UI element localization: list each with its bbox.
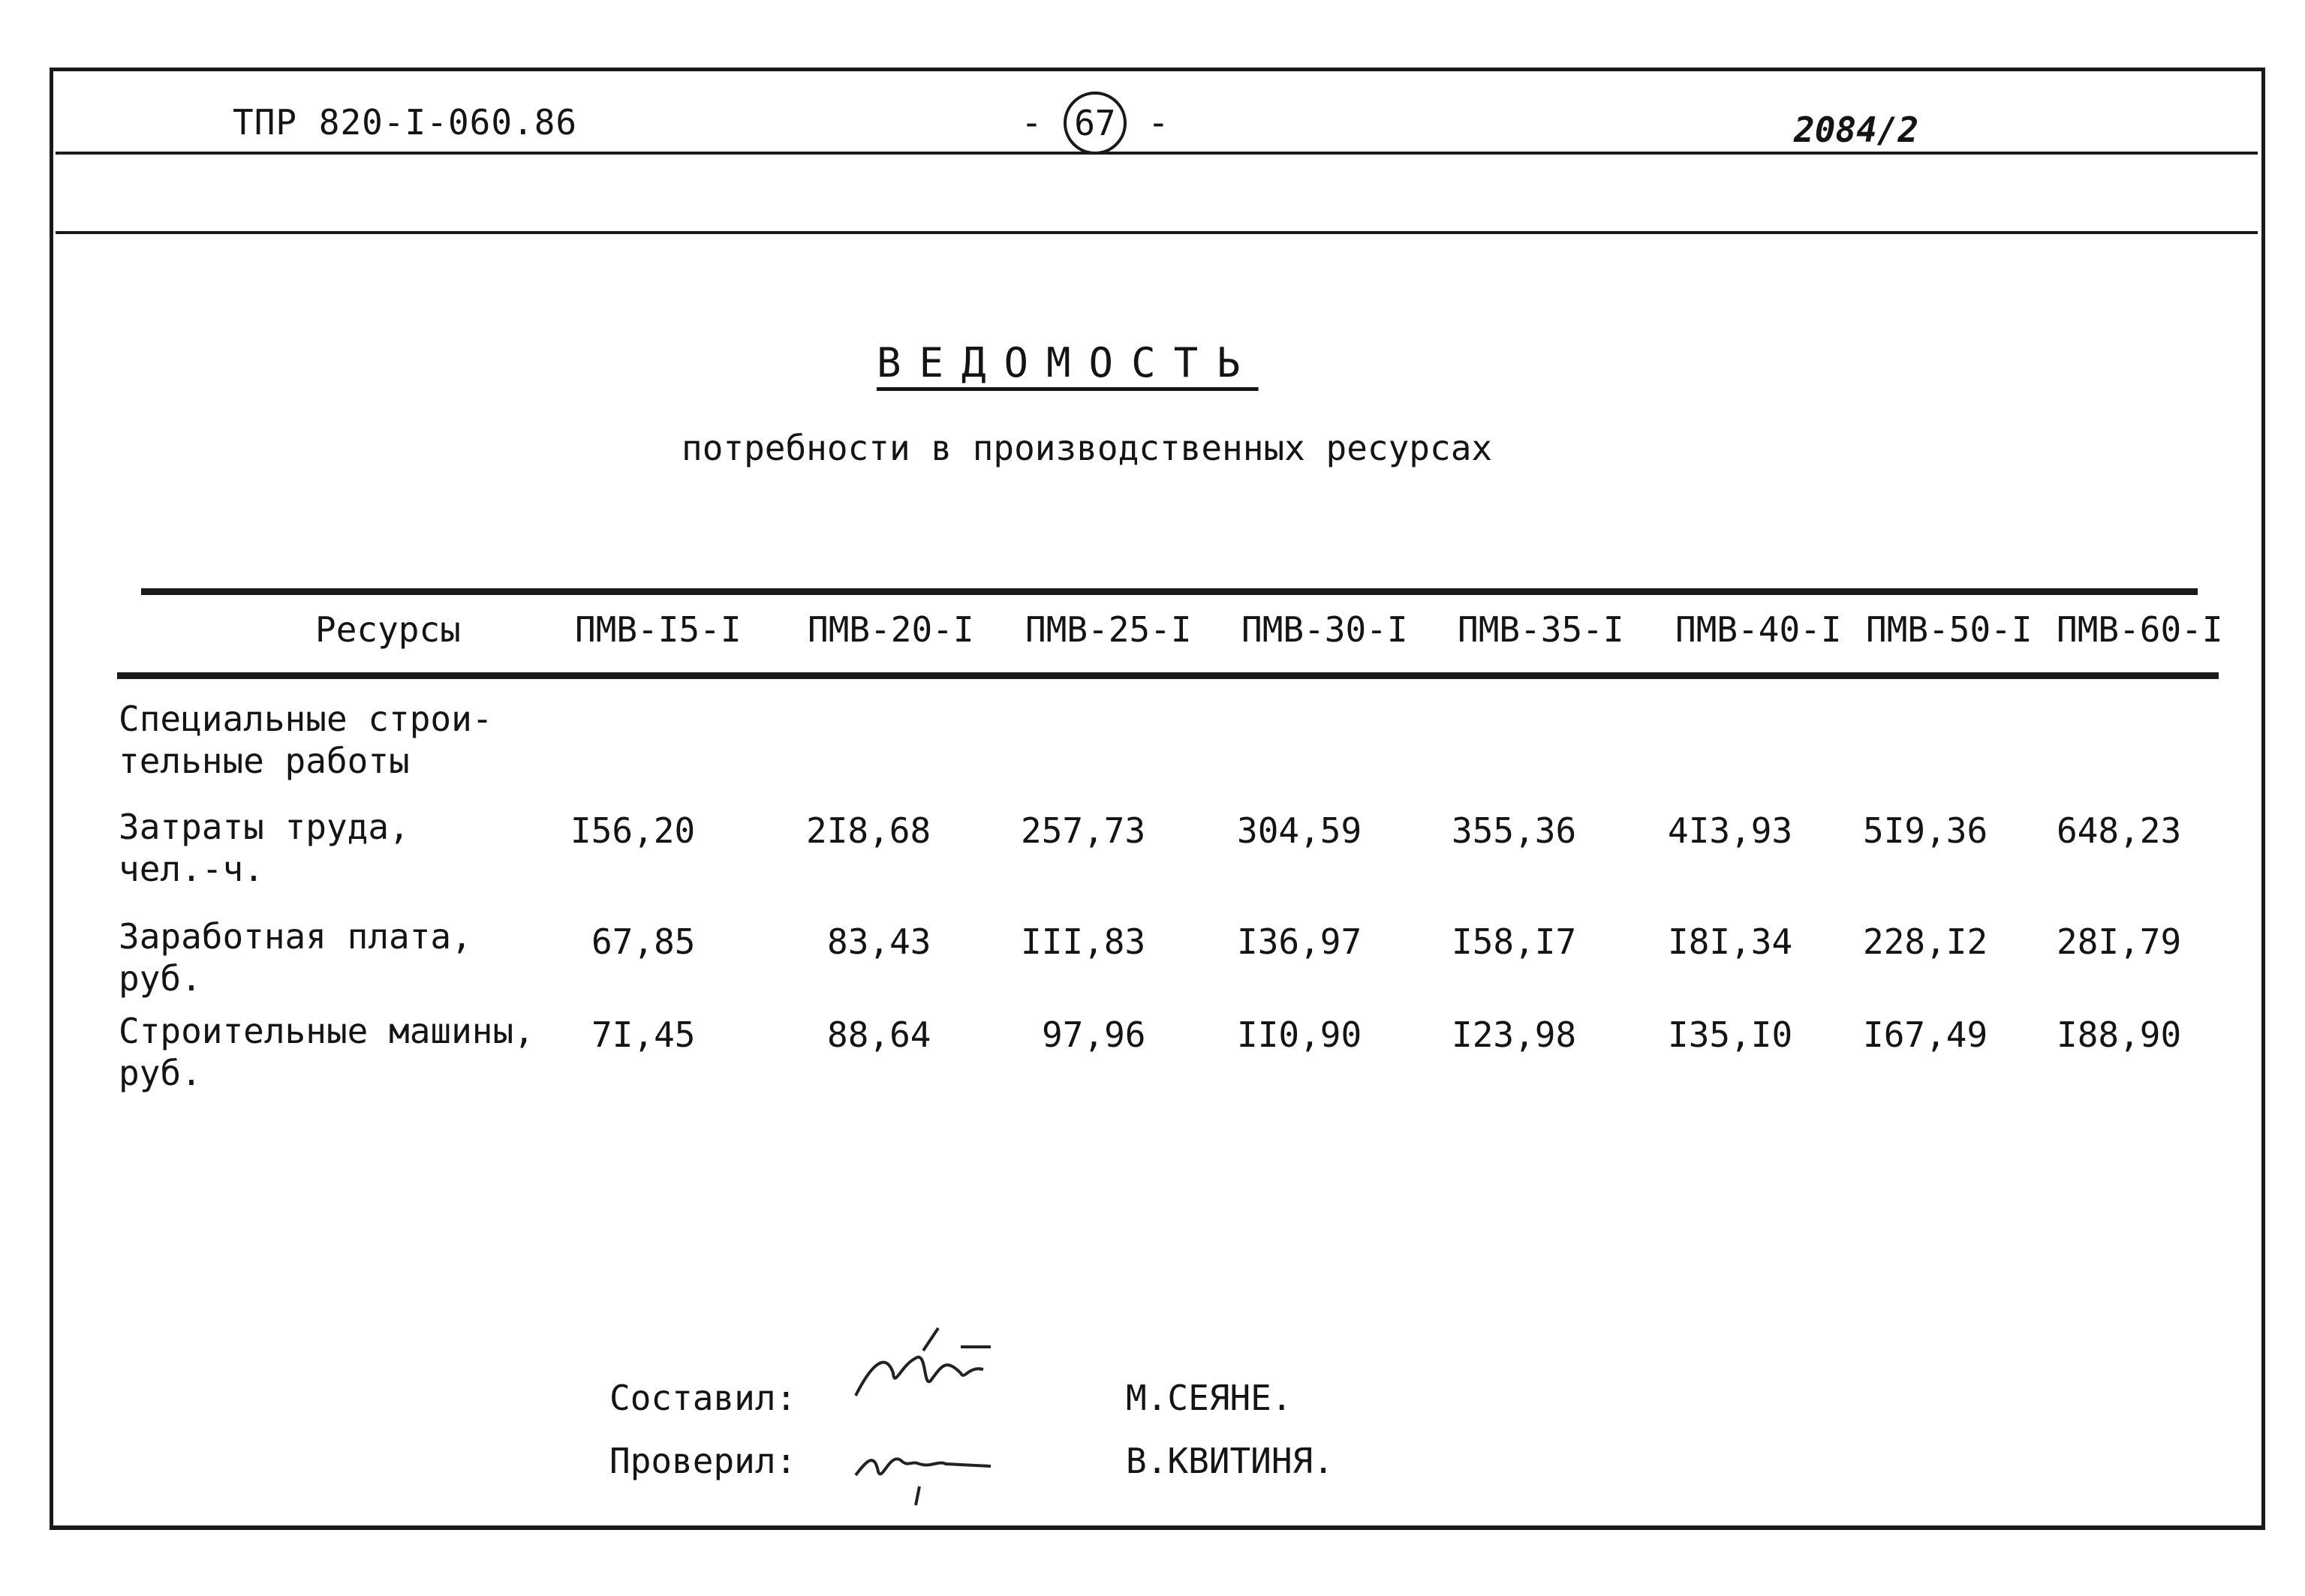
table-cell: 28I,79 [2057,921,2182,962]
table-header-rule [117,672,2219,679]
page-number-circle: 67 [1064,92,1127,155]
header-divider-bottom [56,231,2258,234]
checked-signature [848,1430,998,1513]
table-cell: III,83 [1021,921,1146,962]
column-header: ПМВ-40-I [1675,609,1842,650]
column-header: ПМВ-50-I [1866,609,2033,650]
table-cell: 7I,45 [591,1014,696,1055]
row-label-line: Строительные машины, [119,1011,534,1051]
row-label-line: Затраты труда, [119,807,410,847]
section-heading [119,698,493,782]
table-cell: 304,59 [1237,810,1362,851]
document-code: ТПР 820-I-060.86 [233,102,578,143]
table-cell: I23,98 [1452,1014,1577,1055]
checked-by-label: Проверил: [609,1441,797,1481]
table-cell: 5I9,36 [1863,810,1988,851]
column-header: ПМВ-20-I [808,609,974,650]
row-label [119,806,410,890]
table-cell: 2I8,68 [806,810,931,851]
sheet-number-underline [1786,152,1997,155]
table-cell: 67,85 [591,921,696,962]
table-cell: 228,I2 [1863,921,1988,962]
page-number [1021,92,1169,155]
resource-column-header: Ресурсы [315,609,461,650]
table-cell: 257,73 [1021,810,1146,851]
section-heading-line: тельные работы [119,741,410,781]
column-header: ПМВ-25-I [1025,609,1192,650]
document-subtitle: потребности в производственных ресурсах [682,428,1493,468]
row-label-line: Заработная плата, [119,916,472,957]
table-cell: I67,49 [1863,1014,1988,1055]
table-cell: 97,96 [1042,1014,1146,1055]
row-label-line: чел.-ч. [119,849,264,889]
column-header: ПМВ-35-I [1458,609,1624,650]
compiled-by-name: М.СЕЯНЕ. [1126,1378,1292,1418]
column-header: ПМВ-I5-I [575,609,742,650]
dash-left: - [1021,102,1043,144]
table-cell: 648,23 [2057,810,2182,851]
checked-by-name: В.КВИТИНЯ. [1126,1441,1334,1481]
compiled-signature [848,1321,998,1418]
section-heading-line: Специальные строи- [119,699,493,739]
table-cell: 355,36 [1452,810,1577,851]
document-frame [50,68,2265,1530]
table-cell: I56,20 [570,810,696,851]
compiled-by-label: Составил: [609,1378,797,1418]
table-top-rule [141,588,2198,595]
table-cell: I8I,34 [1668,921,1793,962]
table-cell: I58,I7 [1452,921,1577,962]
row-label-line: руб. [119,1053,202,1093]
table-cell: II0,90 [1237,1014,1362,1055]
dash-right: - [1147,102,1169,144]
table-cell: 88,64 [827,1014,931,1055]
table-cell: 4I3,93 [1668,810,1793,851]
table-cell: I36,97 [1237,921,1362,962]
row-label [119,915,472,999]
column-header: ПМВ-60-I [2057,609,2223,650]
document-title: ВЕДОМОСТЬ [877,339,1259,386]
column-header: ПМВ-30-I [1241,609,1408,650]
table-cell: 83,43 [827,921,931,962]
row-label-line: руб. [119,958,202,999]
table-cell: I35,I0 [1668,1014,1793,1055]
row-label [119,1010,534,1094]
sheet-number: 2084/2 [1794,110,1919,150]
table-cell: I88,90 [2057,1014,2182,1055]
